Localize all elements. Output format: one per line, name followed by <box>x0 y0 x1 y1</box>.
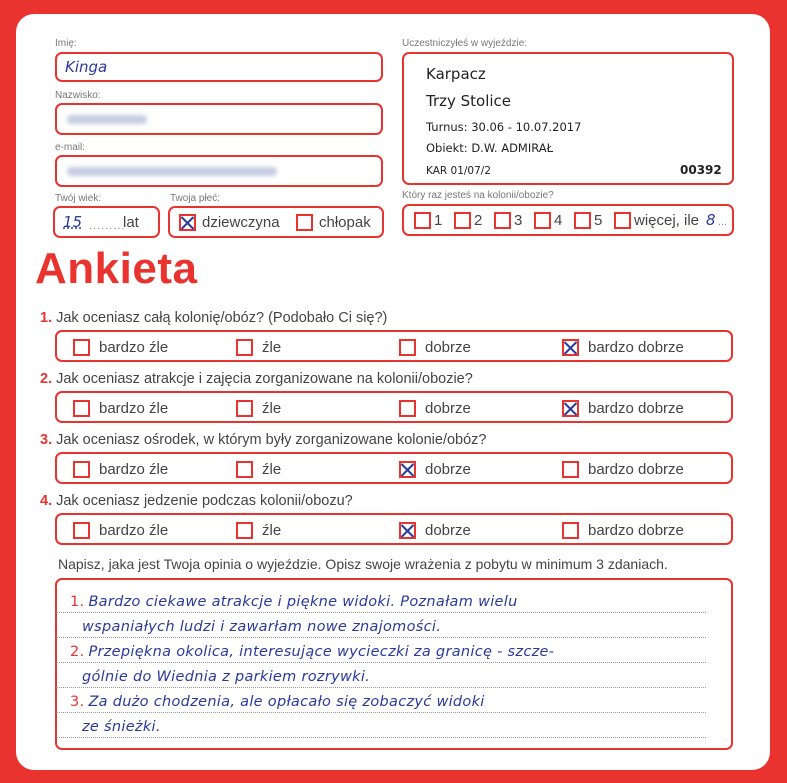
opinion-line-text <box>70 644 554 660</box>
q1-bardzo-zle-label: bardzo źle <box>99 339 169 356</box>
dziewczyna-checkbox[interactable] <box>179 214 196 231</box>
opinion-prompt: Napisz, jaka jest Twoja opinia o wyjeździe. Opisz swoje wrażenia z pobytu w minimum 3 zdaniach. <box>58 556 668 572</box>
raz-5-label: 5 <box>594 212 603 229</box>
raz-3-label: 3 <box>514 212 523 229</box>
opinion-text: wspaniałych ludzi i zawarłam nowe znajomości. <box>82 619 442 635</box>
raz-wiecej-label: więcej, ile <box>634 212 700 229</box>
q4-bardzo-zle-checkbox[interactable] <box>73 522 90 539</box>
q1-bardzo-dobrze-label: bardzo dobrze <box>588 339 684 356</box>
q1-num: 1. <box>40 310 53 326</box>
dziewczyna-label: dziewczyna <box>202 214 280 231</box>
imie-value: Kinga <box>65 58 108 76</box>
q4-dobrze-label: dobrze <box>425 522 471 539</box>
imie-field[interactable] <box>55 52 383 82</box>
opinion-line-text <box>82 669 370 685</box>
q2-bardzo-dobrze-label: bardzo dobrze <box>588 400 684 417</box>
q4-options <box>55 513 733 545</box>
raz-4-checkbox[interactable] <box>534 212 551 229</box>
opinion-line <box>56 637 706 638</box>
q2-zle-checkbox[interactable] <box>236 400 253 417</box>
q2-dobrze-checkbox[interactable] <box>399 400 416 417</box>
q3-zle-checkbox[interactable] <box>236 461 253 478</box>
turnus-label: Turnus: <box>426 120 468 134</box>
q2-options <box>55 391 733 423</box>
q2-bardzo-zle-checkbox[interactable] <box>73 400 90 417</box>
email-field[interactable] <box>55 155 383 187</box>
opinion-line-text <box>70 694 485 710</box>
q3-dobrze-checkbox[interactable] <box>399 461 416 478</box>
q4-zle-label: źle <box>262 522 282 539</box>
q3-zle-label: źle <box>262 461 282 478</box>
q3-options <box>55 452 733 484</box>
q3-bardzo-zle-checkbox[interactable] <box>73 461 90 478</box>
q3-dobrze-label: dobrze <box>425 461 471 478</box>
q3-bardzo-zle-label: bardzo źle <box>99 461 169 478</box>
plec-field <box>168 206 384 238</box>
raz-dots: ... <box>718 216 728 228</box>
imie-label: Imię: <box>55 38 77 49</box>
opinion-text: gólnie do Wiednia z parkiem rozrywki. <box>82 669 371 685</box>
opinion-text: ze śnieżki. <box>82 719 161 735</box>
page-title: Ankieta <box>35 244 198 293</box>
opinion-num: 1. <box>70 594 85 610</box>
opinion-text: Bardzo ciekawe atrakcje i piękne widoki. Poznałam wielu <box>88 594 518 610</box>
q1-bardzo-zle-checkbox[interactable] <box>73 339 90 356</box>
raz-wiecej-checkbox[interactable] <box>614 212 631 229</box>
opinion-line-text <box>82 719 161 735</box>
opinion-line <box>56 737 706 738</box>
raz-4-label: 4 <box>554 212 563 229</box>
obiekt-label: Obiekt: <box>426 141 468 155</box>
nazwisko-label: Nazwisko: <box>55 90 101 101</box>
q4-bardzo-dobrze-checkbox[interactable] <box>562 522 579 539</box>
q4-dobrze-checkbox[interactable] <box>399 522 416 539</box>
raz-2-label: 2 <box>474 212 483 229</box>
opinion-text: Przepiękna okolica, interesujące wycieczki za granicę - szcze- <box>88 644 555 660</box>
ktory-raz-field <box>402 204 734 236</box>
opinion-line <box>56 687 706 688</box>
camp-place: Karpacz <box>426 65 486 83</box>
camp-number: 00392 <box>680 163 722 177</box>
q3-text: Jak oceniasz ośrodek, w którym były zorganizowane kolonie/obóz? <box>56 432 487 448</box>
opinion-line <box>56 662 706 663</box>
nazwisko-blurred <box>67 115 147 124</box>
wiek-unit: lat <box>123 214 139 231</box>
opinion-num: 2. <box>70 644 85 660</box>
q4-num: 4. <box>40 493 53 509</box>
nazwisko-field[interactable] <box>55 103 383 135</box>
opinion-text: Za dużo chodzenia, ale opłacało się zobaczyć widoki <box>88 694 485 710</box>
camp-obiekt <box>426 141 553 155</box>
wiek-dots: ......... <box>89 220 126 232</box>
ktory-raz-label: Który raz jesteś na kolonii/obozie? <box>402 190 554 201</box>
raz-1-label: 1 <box>434 212 443 229</box>
q1-options <box>55 330 733 362</box>
camp-code: KAR 01/07/2 <box>426 165 491 177</box>
chlopak-checkbox[interactable] <box>296 214 313 231</box>
q1-text: Jak oceniasz całą kolonię/obóz? (Podobało Ci się?) <box>56 310 388 326</box>
q1-dobrze-checkbox[interactable] <box>399 339 416 356</box>
q2-text: Jak oceniasz atrakcje i zajęcia zorganizowane na kolonii/obozie? <box>56 371 473 387</box>
q2-bardzo-zle-label: bardzo źle <box>99 400 169 417</box>
opinion-line <box>56 612 706 613</box>
q1-dobrze-label: dobrze <box>425 339 471 356</box>
wiek-label: Twój wiek: <box>55 193 102 204</box>
q4-bardzo-dobrze-label: bardzo dobrze <box>588 522 684 539</box>
camp-name: Trzy Stolice <box>426 92 512 110</box>
opinion-line <box>56 712 706 713</box>
raz-3-checkbox[interactable] <box>494 212 511 229</box>
q2-zle-label: źle <box>262 400 282 417</box>
q4-zle-checkbox[interactable] <box>236 522 253 539</box>
wiek-field[interactable] <box>53 206 160 238</box>
question-1 <box>40 310 387 326</box>
question-3 <box>40 432 486 448</box>
q1-zle-label: źle <box>262 339 282 356</box>
question-2 <box>40 371 473 387</box>
camp-info-box <box>402 52 734 185</box>
camp-turnus <box>426 120 581 134</box>
chlopak-label: chłopak <box>319 214 371 231</box>
q4-text: Jak oceniasz jedzenie podczas kolonii/obozu? <box>56 493 353 509</box>
raz-5-checkbox[interactable] <box>574 212 591 229</box>
q2-dobrze-label: dobrze <box>425 400 471 417</box>
q3-bardzo-dobrze-checkbox[interactable] <box>562 461 579 478</box>
email-blurred <box>67 167 277 176</box>
email-label: e-mail: <box>55 142 86 153</box>
wyjazd-label: Uczestniczyłeś w wyjeździe: <box>402 38 528 49</box>
raz-1-checkbox[interactable] <box>414 212 431 229</box>
opinion-num: 3. <box>70 694 85 710</box>
q3-num: 3. <box>40 432 53 448</box>
obiekt-value: D.W. ADMIRAŁ <box>471 141 554 155</box>
question-4 <box>40 493 353 509</box>
q1-bardzo-dobrze-checkbox[interactable] <box>562 339 579 356</box>
turnus-value: 30.06 - 10.07.2017 <box>471 120 582 134</box>
wiek-value: 15 <box>63 213 83 231</box>
q2-num: 2. <box>40 371 53 387</box>
q3-bardzo-dobrze-label: bardzo dobrze <box>588 461 684 478</box>
raz-2-checkbox[interactable] <box>454 212 471 229</box>
opinion-line-text <box>82 619 441 635</box>
q1-zle-checkbox[interactable] <box>236 339 253 356</box>
q4-bardzo-zle-label: bardzo źle <box>99 522 169 539</box>
q2-bardzo-dobrze-checkbox[interactable] <box>562 400 579 417</box>
opinion-line-text <box>70 594 518 610</box>
plec-label: Twoja płeć: <box>170 193 221 204</box>
raz-wiecej-value: 8 <box>706 211 716 229</box>
